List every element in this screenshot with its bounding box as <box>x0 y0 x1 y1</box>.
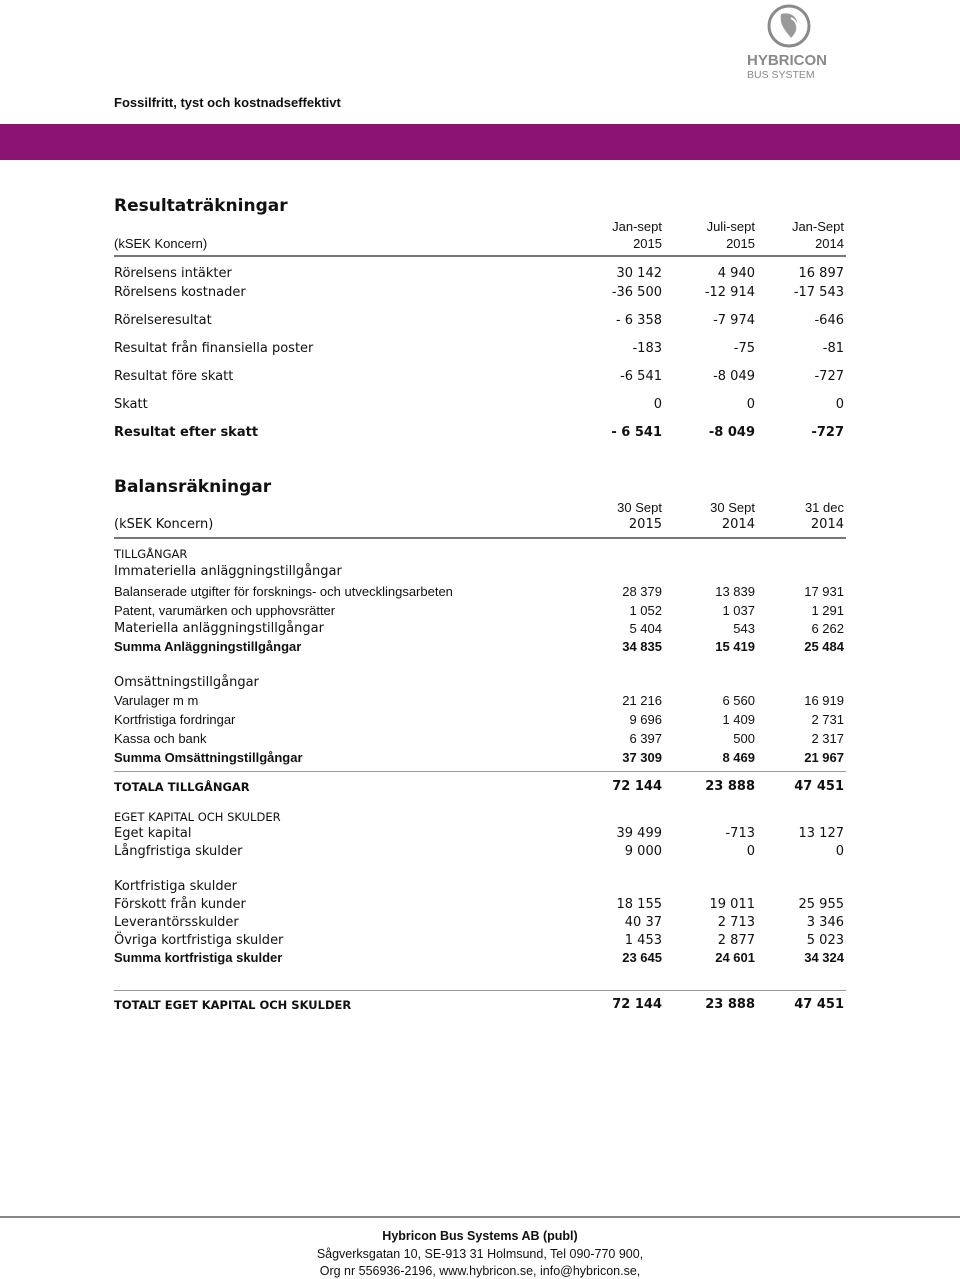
eget-kapital-heading: EGET KAPITAL OCH SKULDER <box>114 810 281 824</box>
income-col2-bottom: 2015 <box>726 236 755 251</box>
row-label: Varulager m m <box>114 693 199 708</box>
row-value: -713 <box>725 826 755 841</box>
income-col3-bottom: 2014 <box>815 236 844 251</box>
omsattning-heading: Omsättningstillgångar <box>114 675 259 690</box>
table-row <box>114 932 844 950</box>
income-col1-bottom: 2015 <box>633 236 662 251</box>
balance-col1-bottom: 2015 <box>628 517 662 532</box>
income-title: Resultaträkningar <box>114 196 288 216</box>
row-label: Balanserade utgifter för forsknings- och utvecklingsarbeten <box>114 584 453 599</box>
footer-address: Sågverksgatan 10, SE-913 31 Holmsund, Tel 090-770 900, <box>316 1247 644 1261</box>
row-value: -727 <box>811 425 844 440</box>
row-value: 72 144 <box>612 997 662 1012</box>
row-label: Leverantörsskulder <box>114 915 239 930</box>
income-col1-top: Jan-sept <box>612 219 662 234</box>
row-value: 0 <box>653 397 662 412</box>
tillgangar-heading: TILLGÅNGAR <box>114 547 188 561</box>
row-label: Förskott från kunder <box>114 897 246 912</box>
balance-col1-top: 30 Sept <box>617 500 662 515</box>
row-value: 1 291 <box>811 603 844 618</box>
section-heading <box>114 808 844 826</box>
row-label: Resultat från finansiella poster <box>114 341 314 356</box>
table-row <box>114 368 844 386</box>
row-value: 4 940 <box>717 266 755 281</box>
row-value: - 6 541 <box>611 425 662 440</box>
row-value: 25 484 <box>804 639 844 654</box>
immateriella-heading: Immateriella anläggningstillgångar <box>114 564 342 579</box>
row-value: 1 453 <box>624 933 662 948</box>
row-value: 19 011 <box>709 897 755 912</box>
logo-subname: BUS SYSTEM <box>747 69 815 80</box>
row-label: Patent, varumärken och upphovsrätter <box>114 603 336 618</box>
income-header-divider <box>114 255 846 257</box>
row-value: 0 <box>835 844 844 859</box>
table-row <box>114 843 844 861</box>
row-label: Eget kapital <box>114 826 192 841</box>
table-row <box>114 692 844 710</box>
row-value: 23 645 <box>622 950 662 965</box>
row-value: 25 955 <box>798 897 844 912</box>
row-label: Resultat före skatt <box>114 369 234 384</box>
row-value: 24 601 <box>715 950 755 965</box>
balance-col3-top: 31 dec <box>804 500 844 515</box>
divider <box>114 990 846 991</box>
logo-name: HYBRICON <box>747 52 828 69</box>
row-value: 18 155 <box>616 897 662 912</box>
table-row <box>114 265 844 283</box>
row-label: TOTALT EGET KAPITAL OCH SKULDER <box>114 998 352 1012</box>
table-row <box>114 340 844 358</box>
row-value: -727 <box>814 369 844 384</box>
row-value: 5 023 <box>806 933 844 948</box>
row-value: 13 839 <box>715 584 755 599</box>
row-value: - 6 358 <box>615 313 662 328</box>
row-label: Summa kortfristiga skulder <box>114 950 283 965</box>
row-value: 2 731 <box>811 712 844 727</box>
footer-org: Org nr 556936-2196, www.hybricon.se, info@hybricon.se, <box>319 1264 641 1278</box>
row-label: Resultat efter skatt <box>114 425 259 440</box>
balance-col2-bottom: 2014 <box>721 517 755 532</box>
balance-col2-top: 30 Sept <box>710 500 755 515</box>
row-value: -8 049 <box>713 369 755 384</box>
balance-header-row-bottom <box>114 516 844 534</box>
row-value: 0 <box>746 844 755 859</box>
income-col3-top: Jan-Sept <box>791 219 844 234</box>
row-label: Rörelseresultat <box>114 313 212 328</box>
row-label: Rörelsens kostnader <box>114 285 246 300</box>
row-value: 28 379 <box>622 584 662 599</box>
row-value: -75 <box>733 341 755 356</box>
row-value: 0 <box>835 397 844 412</box>
company-logo <box>745 4 837 80</box>
row-value: 6 397 <box>629 731 662 746</box>
row-value: 21 967 <box>804 750 844 765</box>
income-header-row-top <box>114 218 844 236</box>
row-label: Långfristiga skulder <box>114 844 243 859</box>
row-value: 9 000 <box>624 844 662 859</box>
row-value: 3 346 <box>806 915 844 930</box>
row-value: 16 897 <box>798 266 844 281</box>
row-value: -6 541 <box>620 369 662 384</box>
row-value: 6 262 <box>811 621 844 636</box>
row-value: 0 <box>746 397 755 412</box>
table-row <box>114 620 844 638</box>
row-value: -17 543 <box>793 285 844 300</box>
row-value: 2 877 <box>717 933 755 948</box>
row-value: -36 500 <box>611 285 662 300</box>
row-value: 37 309 <box>622 750 662 765</box>
logo-mark-icon <box>745 4 837 80</box>
table-row <box>114 914 844 932</box>
row-value: 47 451 <box>794 779 844 794</box>
table-row <box>114 396 844 414</box>
row-label: Summa Omsättningstillgångar <box>114 750 303 765</box>
row-value: 23 888 <box>705 779 755 794</box>
row-value: 5 404 <box>629 621 662 636</box>
table-row <box>114 825 844 843</box>
row-value: -81 <box>822 341 844 356</box>
row-value: 8 469 <box>722 750 755 765</box>
income-header-row-bottom <box>114 235 844 253</box>
table-row <box>114 896 844 914</box>
row-value: 500 <box>733 731 755 746</box>
row-value: 6 560 <box>722 693 755 708</box>
divider <box>114 771 846 772</box>
row-value: 1 052 <box>629 603 662 618</box>
income-unit-label: (kSEK Koncern) <box>114 236 208 251</box>
section-heading <box>114 545 844 563</box>
row-label: Summa Anläggningstillgångar <box>114 639 302 654</box>
row-value: 17 931 <box>804 584 844 599</box>
kortfristiga-heading: Kortfristiga skulder <box>114 879 237 894</box>
table-row <box>114 730 844 748</box>
row-label: Rörelsens intäkter <box>114 266 232 281</box>
section-heading <box>114 563 844 581</box>
header-band <box>0 124 960 160</box>
row-value: -646 <box>814 313 844 328</box>
row-value: 34 324 <box>804 950 844 965</box>
table-row <box>114 312 844 330</box>
table-row-grand-total <box>114 778 844 796</box>
row-value: -12 914 <box>704 285 755 300</box>
balance-title: Balansräkningar <box>114 477 272 497</box>
row-value: 16 919 <box>804 693 844 708</box>
row-value: 40 37 <box>624 915 662 930</box>
balance-header-row-top <box>114 499 844 517</box>
section-heading <box>114 674 844 692</box>
row-value: 34 835 <box>622 639 662 654</box>
footer-company: Hybricon Bus Systems AB (publ) <box>382 1229 578 1243</box>
balance-col3-bottom: 2014 <box>810 517 844 532</box>
footer-divider <box>0 1216 960 1218</box>
row-value: 47 451 <box>794 997 844 1012</box>
table-row-total <box>114 424 844 442</box>
row-label: Kortfristiga fordringar <box>114 712 236 727</box>
row-value: 1 037 <box>722 603 755 618</box>
table-row <box>114 583 844 601</box>
row-value: 2 713 <box>717 915 755 930</box>
table-row-total <box>114 749 844 767</box>
row-value: 9 696 <box>629 712 662 727</box>
table-row-total <box>114 638 844 656</box>
row-value: 72 144 <box>612 779 662 794</box>
tagline: Fossilfritt, tyst och kostnadseffektivt <box>114 95 341 110</box>
income-col2-top: Juli-sept <box>706 219 755 234</box>
row-value: 23 888 <box>705 997 755 1012</box>
row-value: 21 216 <box>622 693 662 708</box>
table-row <box>114 602 844 620</box>
row-value: 13 127 <box>798 826 844 841</box>
row-value: 15 419 <box>715 639 755 654</box>
row-label: TOTALA TILLGÅNGAR <box>114 780 250 794</box>
row-value: -183 <box>632 341 662 356</box>
balance-unit-label: (kSEK Koncern) <box>114 517 214 532</box>
row-value: 543 <box>733 621 755 636</box>
table-row <box>114 284 844 302</box>
balance-header-divider <box>114 537 846 539</box>
row-value: -8 049 <box>708 425 755 440</box>
row-value: 2 317 <box>811 731 844 746</box>
row-value: -7 974 <box>713 313 755 328</box>
section-heading <box>114 878 844 896</box>
table-row <box>114 711 844 729</box>
row-value: 39 499 <box>616 826 662 841</box>
table-row-total <box>114 949 844 967</box>
row-value: 1 409 <box>722 712 755 727</box>
row-label: Skatt <box>114 397 148 412</box>
table-row-grand-total <box>114 996 844 1014</box>
row-label: Övriga kortfristiga skulder <box>114 933 284 948</box>
row-label: Kassa och bank <box>114 731 207 746</box>
row-label: Materiella anläggningstillgångar <box>114 621 324 636</box>
row-value: 30 142 <box>616 266 662 281</box>
